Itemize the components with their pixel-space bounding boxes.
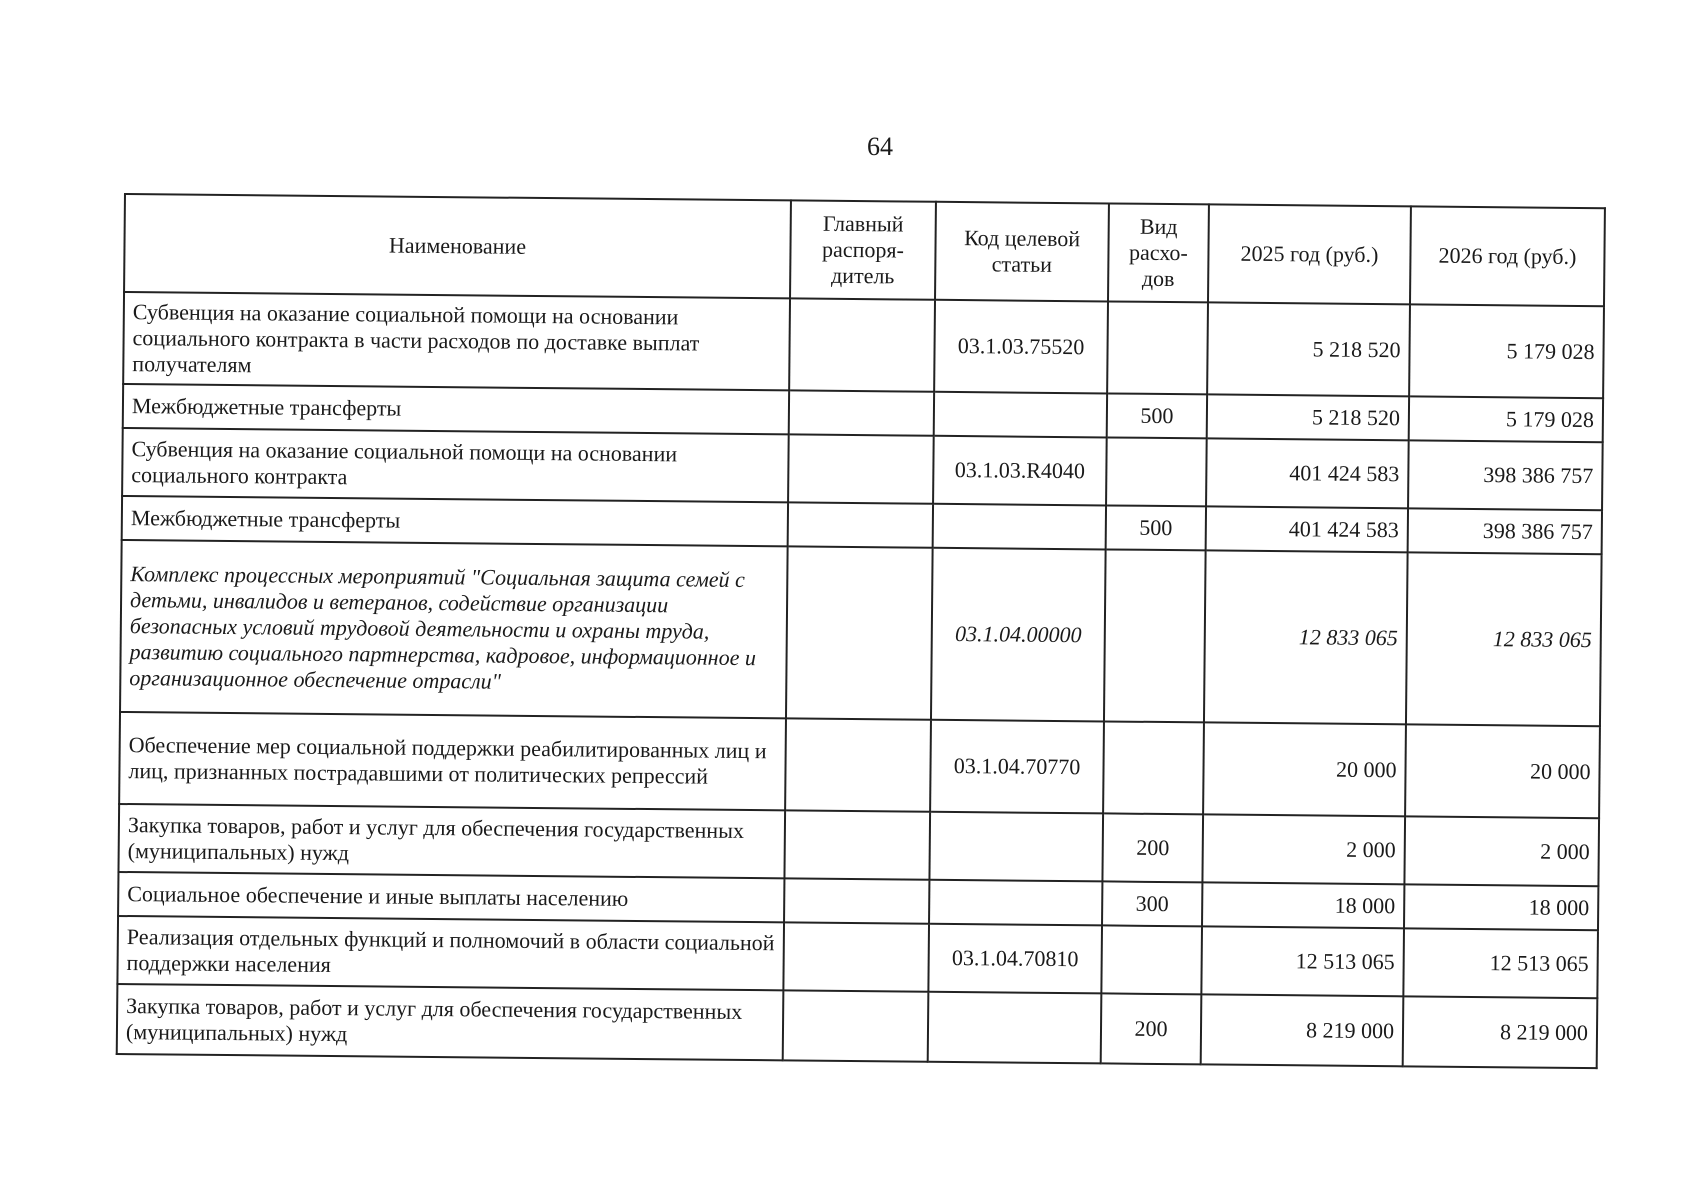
row-administrator [785, 718, 931, 811]
row-administrator [783, 922, 929, 991]
row-expense-type [1101, 925, 1202, 994]
row-target-code [929, 880, 1102, 926]
row-amount-2026: 18 000 [1404, 884, 1598, 930]
row-expense-type [1106, 437, 1207, 506]
row-target-code: 03.1.03.R4040 [933, 436, 1107, 506]
header-name: Наименование [124, 194, 791, 298]
row-expense-type: 300 [1102, 881, 1202, 926]
table-row [117, 984, 1598, 1068]
row-amount-2026: 8 219 000 [1403, 996, 1598, 1068]
row-amount-2026: 2 000 [1404, 816, 1599, 886]
row-expense-type [1103, 721, 1204, 814]
row-amount-2025: 12 833 065 [1204, 550, 1408, 724]
row-amount-2025: 401 424 583 [1206, 438, 1409, 508]
header-administrator: Главный распоря-дитель [790, 200, 936, 299]
row-target-code: 03.1.03.75520 [934, 300, 1108, 394]
row-name: Обеспечение мер социальной поддержки реабилитированных лиц и лиц, признанных пострадавшими от политических репрессий [119, 712, 786, 810]
row-amount-2026: 20 000 [1405, 724, 1600, 818]
row-amount-2026: 12 833 065 [1406, 552, 1602, 726]
row-target-code [928, 992, 1102, 1064]
row-administrator [789, 298, 935, 391]
table-row [120, 540, 1602, 726]
row-name: Межбюджетные трансферты [122, 496, 788, 546]
row-name: Социальное обеспечение и иные выплаты населению [118, 872, 784, 922]
row-amount-2026: 12 513 065 [1403, 928, 1598, 998]
header-expense-type: Вид расхо-дов [1108, 203, 1209, 302]
row-name: Комплекс процессных мероприятий "Социальная защита семей с детьми, инвалидов и ветеранов, содействие организации безопасных условий трудовой деятельности и охраны труда, развитию социального партнерства, кадровое, информационное и организационное обеспечение отрасли" [120, 540, 788, 718]
row-name: Субвенция на оказание социальной помощи на основании социального контракта [122, 428, 789, 502]
header-year-2026: 2026 год (руб.) [1410, 206, 1605, 306]
row-administrator [789, 390, 934, 435]
table-row [119, 712, 1600, 818]
row-name: Субвенция на оказание социальной помощи на основании социального контракта в части расходов по доставке выплат получателям [123, 292, 790, 390]
row-expense-type: 200 [1101, 993, 1202, 1064]
row-amount-2025: 5 218 520 [1207, 394, 1409, 440]
row-amount-2025: 2 000 [1202, 814, 1405, 884]
row-amount-2025: 20 000 [1203, 722, 1406, 816]
row-amount-2026: 5 179 028 [1409, 304, 1604, 398]
row-name: Закупка товаров, работ и услуг для обеспечения государственных (муниципальных) нужд [117, 984, 784, 1060]
row-administrator [786, 546, 933, 719]
row-amount-2026: 398 386 757 [1408, 440, 1603, 510]
row-name: Реализация отдельных функций и полномочий в области социальной поддержки населения [117, 916, 784, 990]
row-target-code [929, 812, 1103, 882]
row-administrator [788, 502, 933, 547]
row-expense-type [1104, 549, 1206, 722]
row-expense-type [1107, 301, 1208, 394]
table-row [123, 292, 1604, 398]
row-amount-2025: 8 219 000 [1201, 994, 1404, 1066]
row-target-code: 03.1.04.70770 [930, 720, 1104, 814]
row-name: Закупка товаров, работ и услуг для обеспечения государственных (муниципальных) нужд [118, 804, 785, 878]
row-administrator [788, 434, 934, 503]
row-administrator [784, 878, 929, 923]
header-target-code: Код целевой статьи [935, 202, 1109, 302]
row-target-code: 03.1.04.70810 [928, 924, 1102, 994]
row-target-code: 03.1.04.00000 [931, 548, 1106, 722]
header-year-2025: 2025 год (руб.) [1208, 204, 1411, 304]
row-amount-2025: 12 513 065 [1201, 926, 1404, 996]
row-amount-2025: 18 000 [1202, 882, 1404, 928]
table-header-row [124, 194, 1605, 306]
row-amount-2025: 401 424 583 [1206, 506, 1408, 552]
row-amount-2026: 398 386 757 [1408, 508, 1602, 554]
row-target-code [934, 392, 1107, 438]
row-administrator [784, 810, 930, 879]
row-amount-2025: 5 218 520 [1207, 302, 1410, 396]
row-name: Межбюджетные трансферты [123, 384, 789, 434]
row-expense-type: 200 [1102, 813, 1203, 882]
row-administrator [783, 990, 929, 1061]
page-number: 64 [867, 132, 893, 161]
row-expense-type: 500 [1107, 393, 1207, 438]
row-amount-2026: 5 179 028 [1409, 396, 1603, 442]
budget-table [116, 193, 1606, 1069]
row-target-code [933, 504, 1106, 550]
row-expense-type: 500 [1106, 505, 1206, 550]
